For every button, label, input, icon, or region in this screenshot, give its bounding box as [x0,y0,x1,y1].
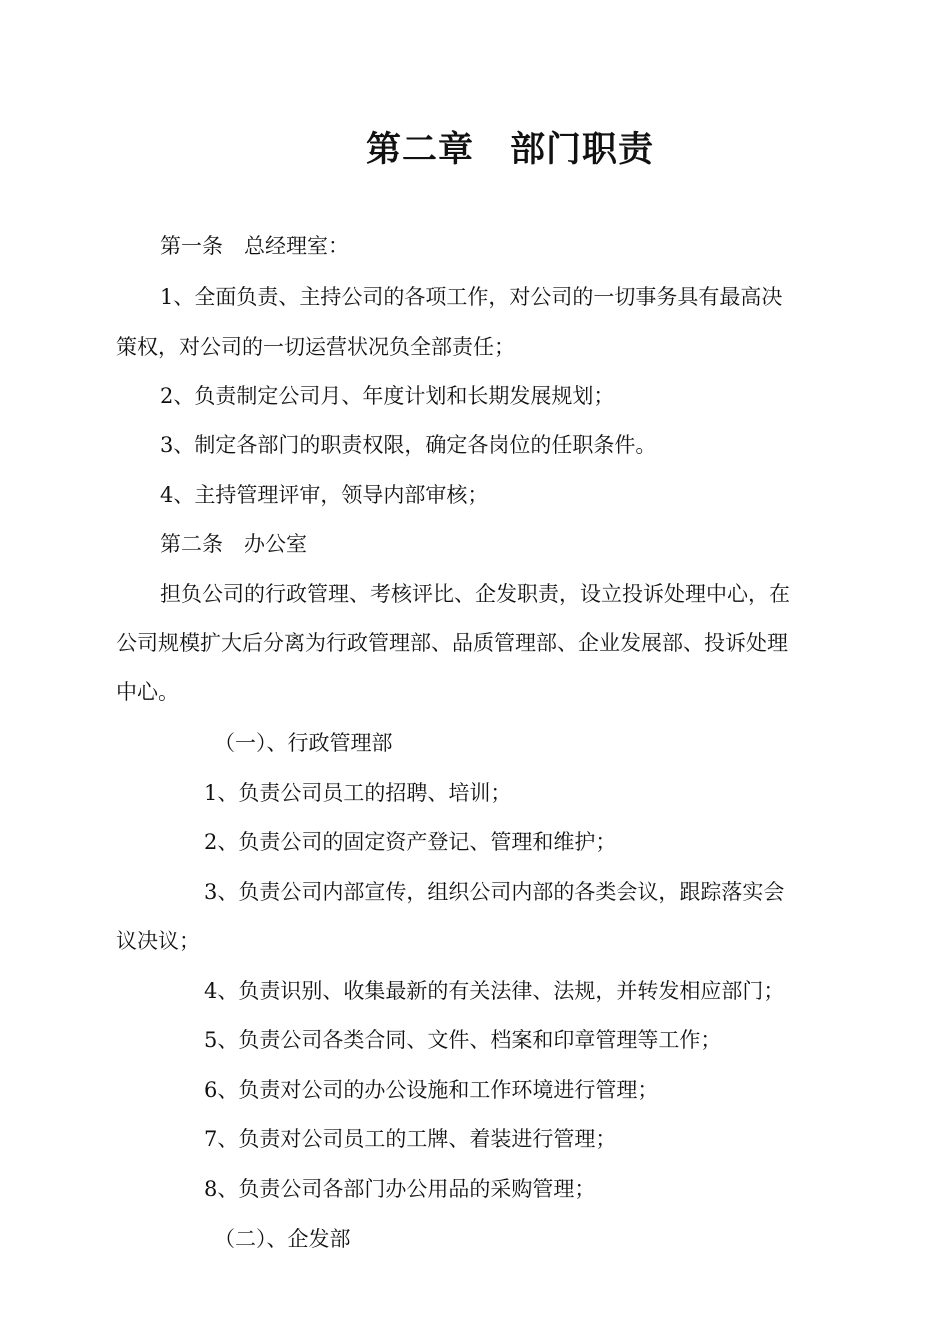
paragraph-line: 4、负责识别、收集最新的有关法律、法规，并转发相应部门； [204,979,785,1003]
paragraph-line: 5、负责公司各类合同、文件、档案和印章管理等工作； [204,1028,722,1052]
paragraph-line: 2、负责公司的固定资产登记、管理和维护； [204,830,617,854]
chapter-title: 第二章 部门职责 [365,130,654,170]
section-heading-admin: （一）、行政管理部 [214,731,393,755]
paragraph-line: 中心。 [116,680,179,704]
paragraph-line: 2、负责制定公司月、年度计划和长期发展规划； [160,384,615,408]
paragraph-line: 3、制定各部门的职责权限，确定各岗位的任职条件。 [160,433,657,457]
paragraph-line: 3、负责公司内部宣传，组织公司内部的各类会议，跟踪落实会 [204,880,785,904]
paragraph-line: 8、负责公司各部门办公用品的采购管理； [204,1177,596,1201]
article-1-heading: 第一条 总经理室： [160,234,349,258]
paragraph-line: 议决议； [116,929,200,953]
paragraph-line: 1、全面负责、主持公司的各项工作，对公司的一切事务具有最高决 [160,285,783,309]
paragraph-line: 担负公司的行政管理、考核评比、企发职责，设立投诉处理中心，在 [160,582,790,606]
paragraph-line: 1、负责公司员工的招聘、培训； [204,781,512,805]
paragraph-line: 策权，对公司的一切运营状况负全部责任； [116,335,515,359]
paragraph-line: 4、主持管理评审，领导内部审核； [160,483,489,507]
paragraph-line: 公司规模扩大后分离为行政管理部、品质管理部、企业发展部、投诉处理 [116,631,788,655]
article-2-heading: 第二条 办公室 [160,532,307,556]
section-heading-enterprise: （二）、企发部 [214,1227,351,1251]
paragraph-line: 6、负责对公司的办公设施和工作环境进行管理； [204,1078,659,1102]
paragraph-line: 7、负责对公司员工的工牌、着装进行管理； [204,1127,617,1151]
